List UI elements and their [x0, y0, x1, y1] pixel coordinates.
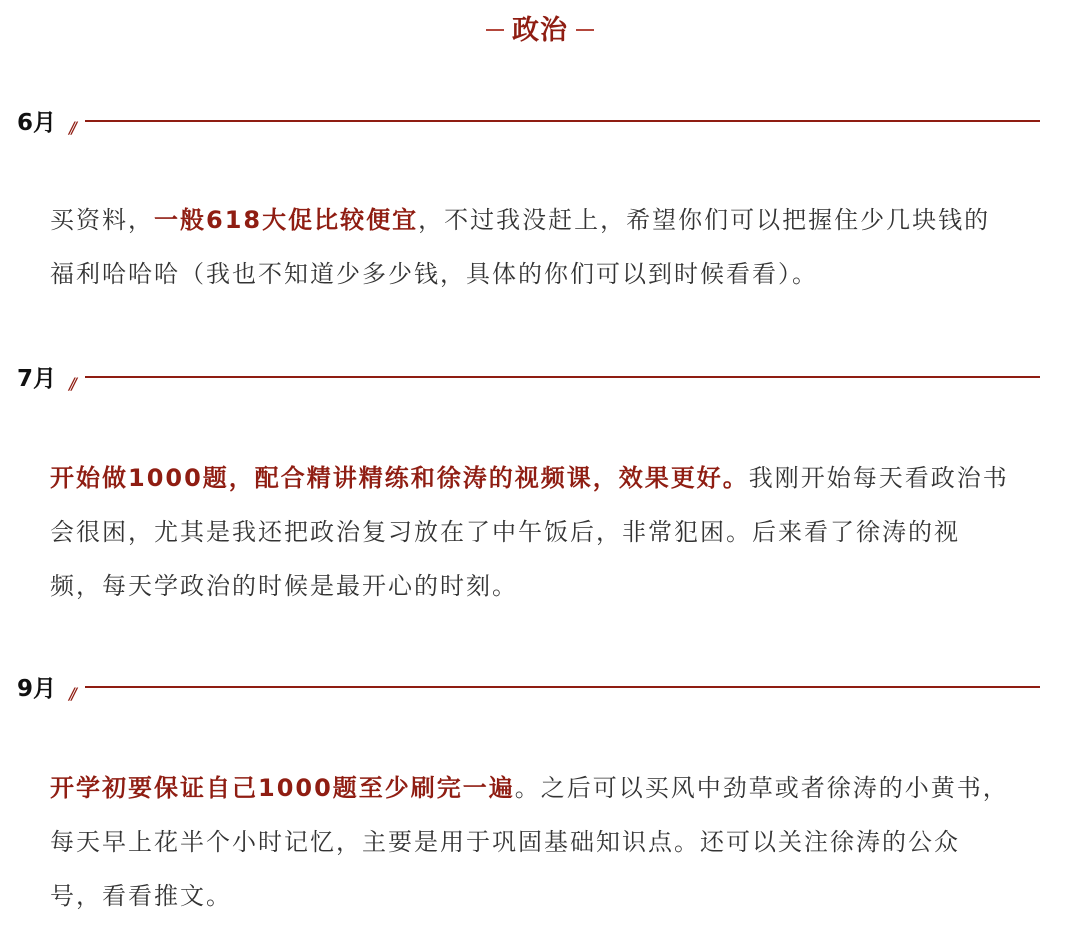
- highlight-text: 一般618大促比较便宜: [154, 206, 419, 234]
- divider-line: [85, 686, 1040, 688]
- divider-line: [85, 120, 1040, 122]
- text-before: 买资料，: [50, 206, 154, 234]
- slash-mark-icon: //: [69, 684, 74, 703]
- divider-line: [85, 376, 1040, 378]
- paragraph-june: [50, 193, 1010, 301]
- text-after: 我刚开始每天看政治书会很困，尤其是我还把政治复习放在了中午饭后，非常犯困。后来看了徐涛的视频，每天学政治的时候是最开心的时刻。: [50, 464, 1009, 600]
- month-label: 9月: [17, 676, 57, 702]
- section-title-text: 政治: [512, 15, 568, 46]
- title-dash-right: [576, 29, 594, 31]
- month-header-june: [17, 104, 1040, 137]
- paragraph-september: [50, 761, 1010, 923]
- title-dash-left: [486, 29, 504, 31]
- month-header-july: [17, 360, 1040, 393]
- section-title: [0, 8, 1080, 47]
- slash-mark-icon: //: [69, 118, 74, 137]
- month-label: 6月: [17, 110, 57, 136]
- highlight-text: 开学初要保证自己1000题至少刷完一遍: [50, 774, 515, 802]
- slash-mark-icon: //: [69, 374, 74, 393]
- month-label: 7月: [17, 366, 57, 392]
- paragraph-july: [50, 451, 1010, 613]
- month-header-september: [17, 670, 1040, 703]
- text-after: ，不过我没赶上，希望你们可以把握住少几块钱的福利哈哈哈（我也不知道少多少钱，具体的你们可以到时候看看）。: [50, 206, 991, 288]
- highlight-text: 开始做1000题，配合精讲精练和徐涛的视频课，效果更好。: [50, 464, 749, 492]
- text-after: 。之后可以买风中劲草或者徐涛的小黄书，每天早上花半个小时记忆，主要是用于巩固基础知识点。还可以关注徐涛的公众号，看看推文。: [50, 774, 1009, 910]
